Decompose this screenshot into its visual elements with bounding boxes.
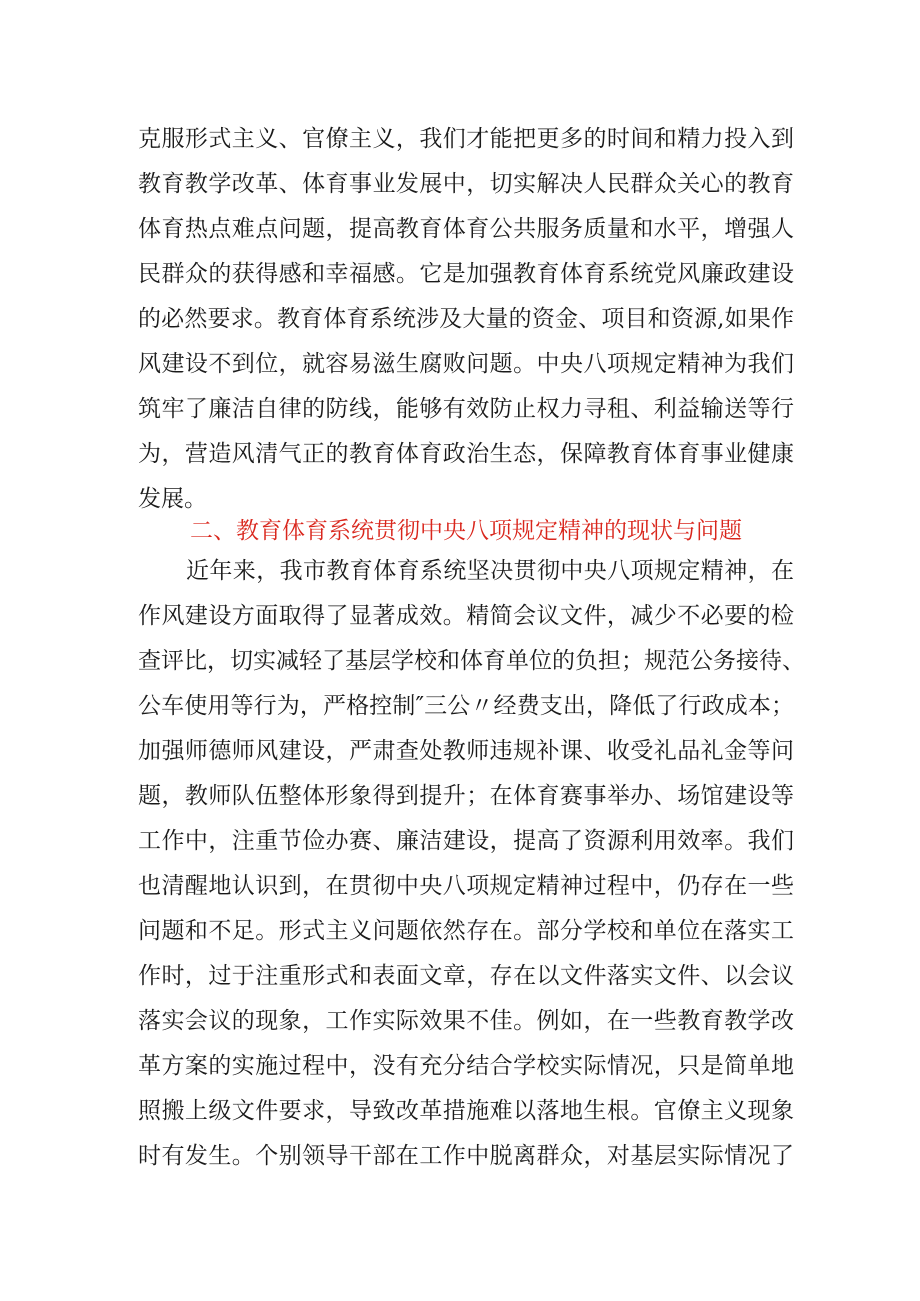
section-heading-block	[138, 509, 794, 554]
section-heading: 二、教育体育系统贯彻中央八项规定精神的现状与问题	[190, 518, 742, 544]
paragraph-line: 近年来，我市教育体育系统坚决贯彻中央八项规定精神，在	[186, 558, 794, 584]
paragraph-line: 发展。	[138, 486, 207, 512]
paragraph-line: 照搬上级文件要求，导致改革措施难以落地生根。官僚主义现象	[138, 1098, 794, 1124]
paragraph-line: 革方案的实施过程中，没有充分结合学校实际情况，只是简单地	[138, 1053, 794, 1079]
paragraph-line: 加强师德师风建设，严肃查处教师违规补课、收受礼品礼金等问	[138, 738, 794, 764]
paragraph-line: 作风建设方面取得了显著成效。精简会议文件，减少不必要的检	[138, 603, 794, 629]
paragraph-line: 风建设不到位，就容易滋生腐败问题。中央八项规定精神为我们	[138, 351, 794, 377]
paragraph-line: 工作中，注重节俭办赛、廉洁建设，提高了资源利用效率。我们	[138, 828, 794, 854]
paragraph-line: 克服形式主义、官僚主义，我们才能把更多的时间和精力投入到	[138, 126, 794, 152]
paragraph-line: 作时，过于注重形式和表面文章，存在以文件落实文件、以会议	[138, 963, 794, 989]
paragraph-line: 的必然要求。教育体育系统涉及大量的资金、项目和资源,如果作	[138, 306, 794, 332]
paragraph-line: 体育热点难点问题，提高教育体育公共服务质量和水平，增强人	[138, 216, 794, 242]
paragraph-line: 问题和不足。形式主义问题依然存在。部分学校和单位在落实工	[138, 918, 794, 944]
paragraph-line: 查评比，切实减轻了基层学校和体育单位的负担；规范公务接待、	[138, 648, 805, 674]
paragraph-line: 为，营造风清气正的教育体育政治生态，保障教育体育事业健康	[138, 441, 794, 467]
paragraph-line: 民群众的获得感和幸福感。它是加强教育体育系统党风廉政建设	[138, 261, 794, 287]
paragraph-1	[138, 117, 794, 522]
paragraph-line: 公车使用等行为，严格控制″三公〃经费支出，降低了行政成本；	[138, 693, 794, 719]
paragraph-line: 时有发生。个别领导干部在工作中脱离群众，对基层实际情况了	[138, 1143, 794, 1169]
paragraph-line: 题，教师队伍整体形象得到提升；在体育赛事举办、场馆建设等	[138, 783, 794, 809]
paragraph-line: 筑牢了廉洁自律的防线，能够有效防止权力寻租、利益输送等行	[138, 396, 794, 422]
paragraph-line: 落实会议的现象，工作实际效果不佳。例如，在一些教育教学改	[138, 1008, 794, 1034]
paragraph-line: 也清醒地认识到，在贯彻中央八项规定精神过程中，仍存在一些	[138, 873, 794, 899]
paragraph-2	[138, 549, 805, 1179]
paragraph-line: 教育教学改革、体育事业发展中，切实解决人民群众关心的教育	[138, 171, 794, 197]
